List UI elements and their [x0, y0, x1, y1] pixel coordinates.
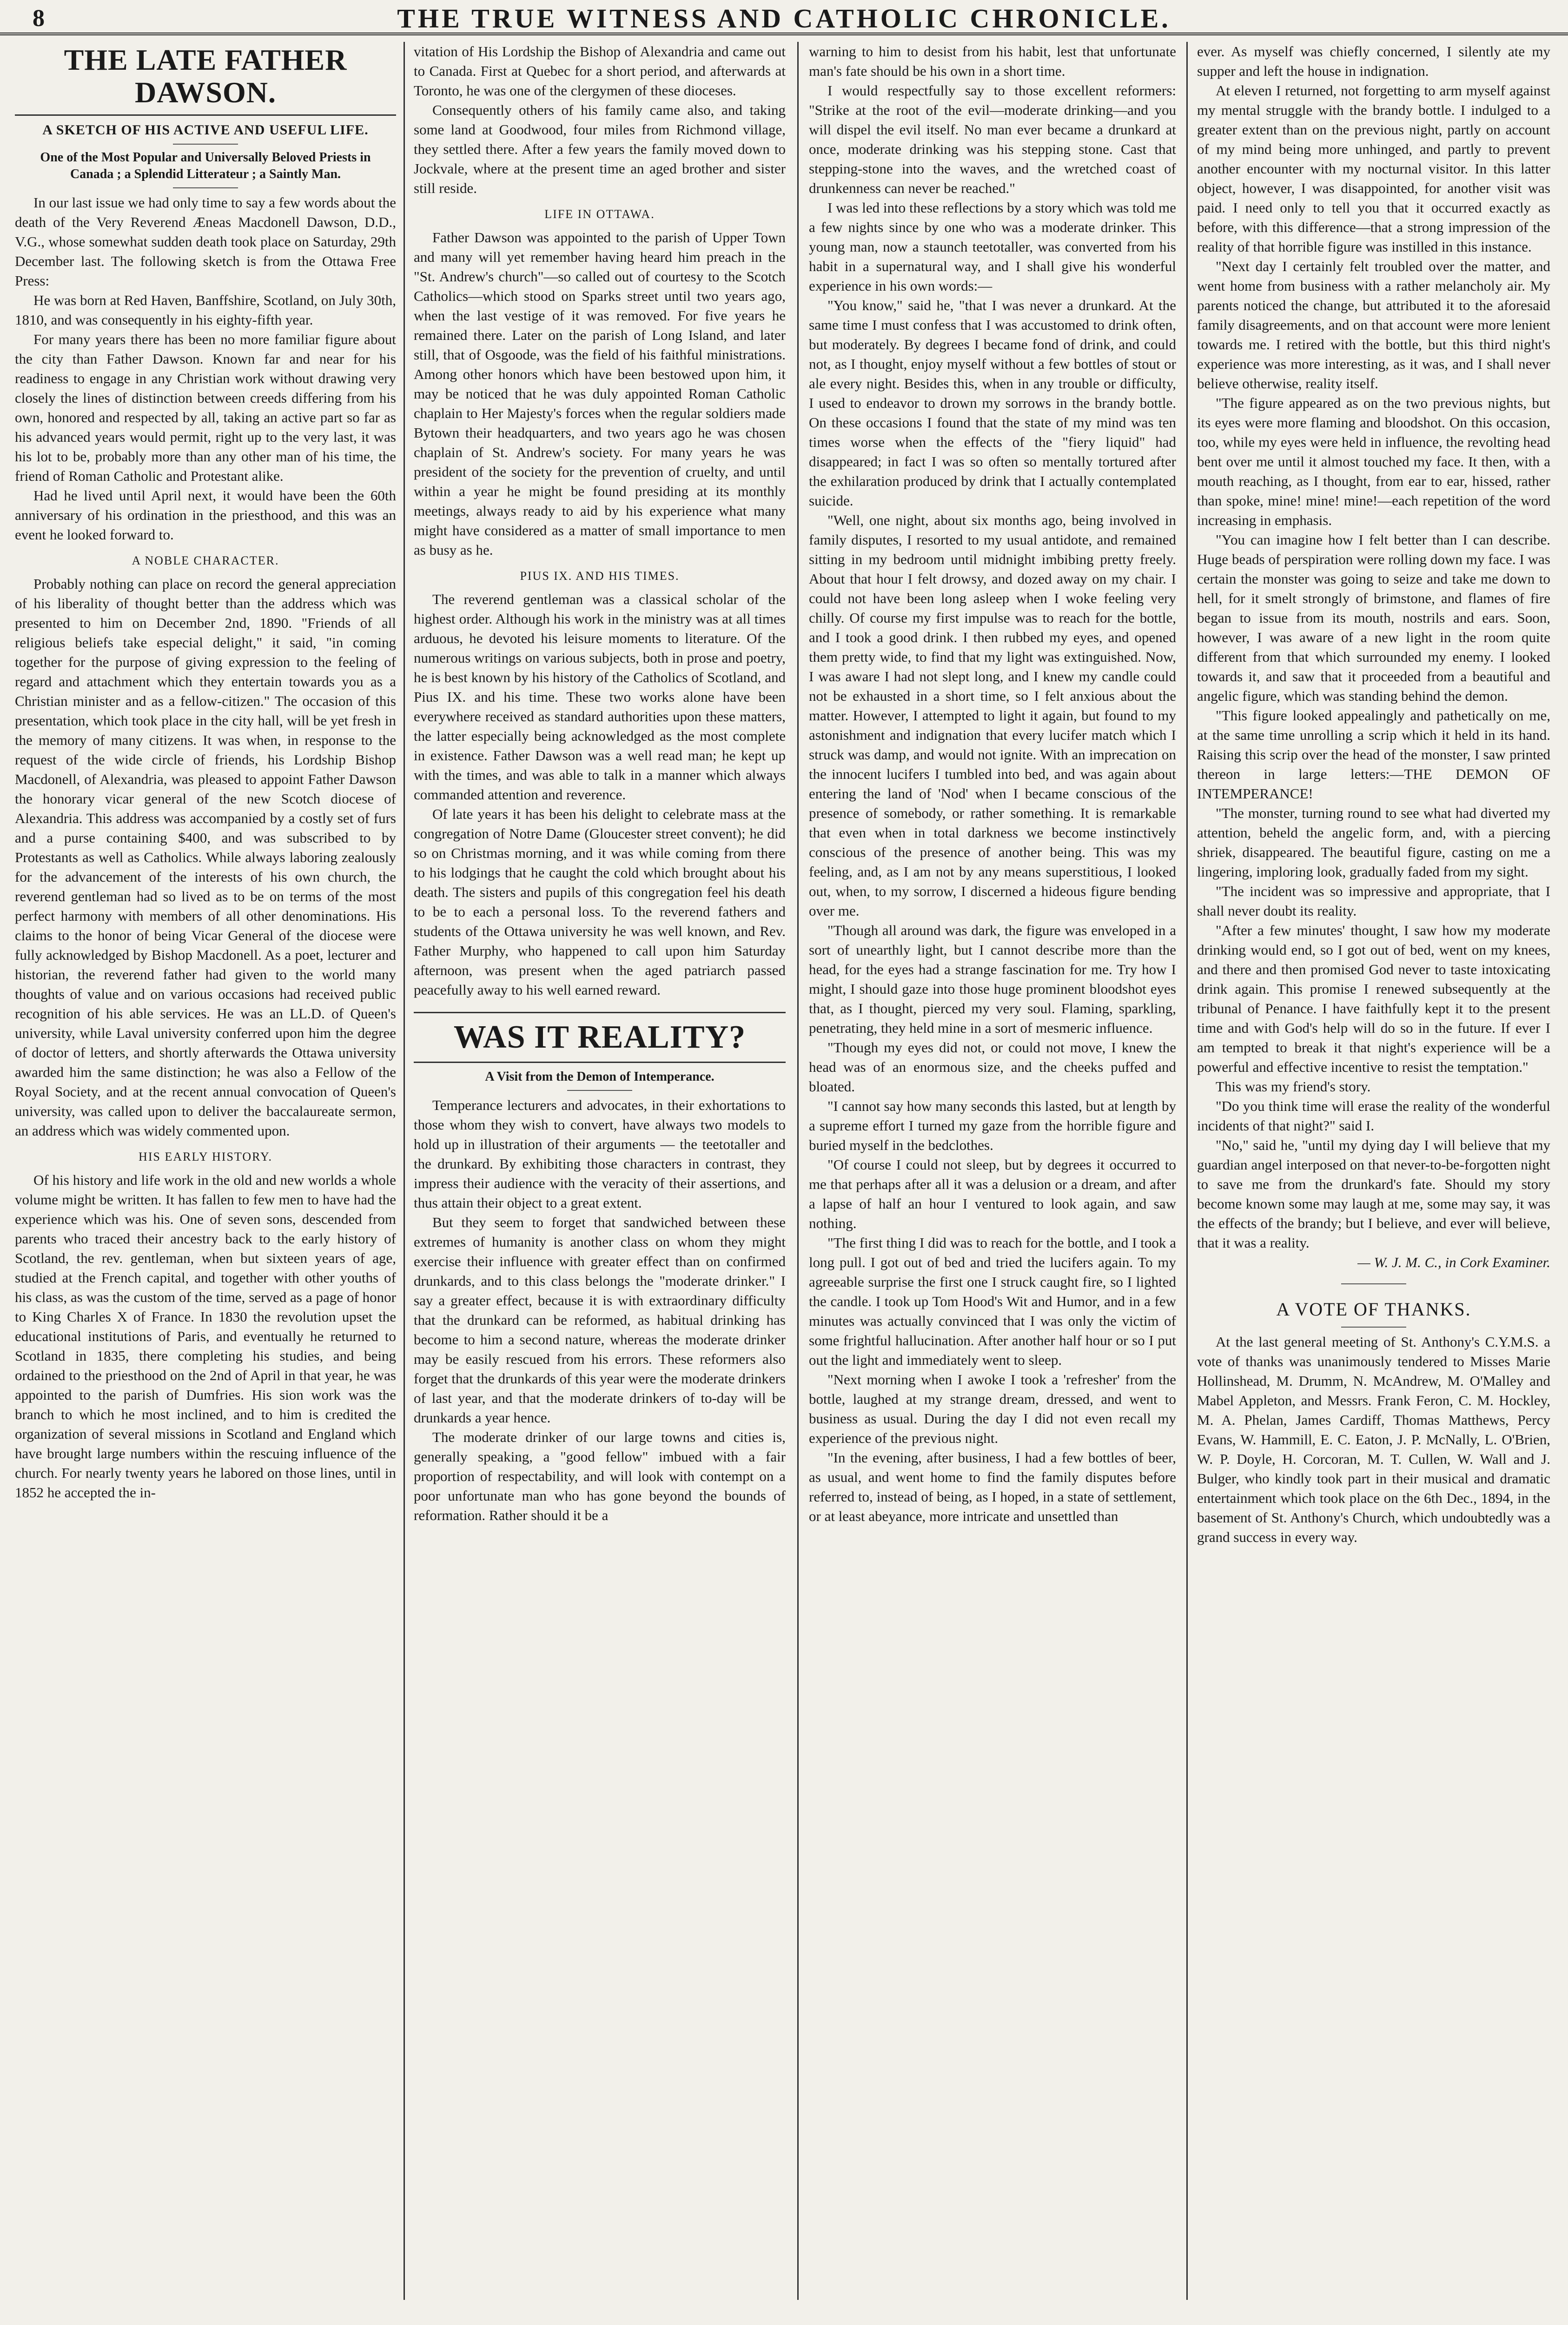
divider	[1341, 1283, 1406, 1284]
section-heading: HIS EARLY HISTORY.	[139, 1150, 272, 1163]
paragraph: I would respectfully say to those excellent reformers: "Strike at the root of the evil—moderate drinking—and you will dispel the evil itself. No man ever became a drunkard at once, moderate drinking was his stepping stone. Cast that stepping-stone into the waves, and the wretched coast of drunkenness can never be reached."	[809, 82, 1176, 196]
paragraph: But they seem to forget that sandwiched between these extremes of humanity is another class on whom they might exercise their influence with greater effect than on confirmed drunkards, and to this class belongs the "moderate drinker." I say a greater effect, because it is with extraordinary difficulty that the drunkard can be reformed, as habitual drinking has become to him a second nature, whereas the moderate drinker may be easily rescued from his errors. These reformers also forget that the drunkards of this year were the moderate drinkers of last year, and that the moderate drinkers of to-day will be drunkards a year hence.	[414, 1214, 786, 1426]
article-headline: A VOTE OF THANKS.	[1276, 1299, 1471, 1320]
paragraph: "Of course I could not sleep, but by degrees it occurred to me that perhaps after all it was a delusion or a dream, and after a lapse of half an hour I ventured to look again, and saw nothing.	[809, 1156, 1176, 1231]
paragraph: For many years there has been no more familiar figure about the city than Father Dawson. Known far and near for his readiness to engage in any Christian work without drawing very closely the lines of distinction between creeds differing from his own, honored and respected by all, taking an active part so far as his advanced years would permit, right up to the very last, it was his lot to be, probably more than any other man of his time, the friend of Roman Catholic and Protestant alike.	[15, 331, 396, 484]
paragraph: Father Dawson was appointed to the parish of Upper Town and many will yet remember having heard him preach in the "St. Andrew's church"—so called out of courtesy to the Scotch Catholics—which stood on Sparks street until two years ago, when the last vestige of it was removed. For five years he remained there. Later on the parish of Long Island, and later still, that of Osgoode, was the field of his faithful ministrations. Among other honors which have been bestowed upon him, it may be noticed that he was duly appointed Roman Catholic chaplain to Her Majesty's forces when the regular soldiers made Bytown their headquarters, and two years ago he was chosen chaplain of St. Andrew's society. For many years he was president of the society for the prevention of cruelty, and until within a year he might be found presiding at its monthly meetings, always ready to aid by his experience what many might have considered as a matter of small importance to men as busy as he.	[414, 229, 786, 558]
paragraph: He was born at Red Haven, Banffshire, Scotland, on July 30th, 1810, and was consequently in his eighty-fifth year.	[15, 292, 396, 328]
paragraph: At eleven I returned, not forgetting to arm myself against my mental struggle with the brandy bottle. I indulged to a greater extent than on the previous night, partly on account of my mind being more unhinged, and partly to prevent another encounter with my nocturnal visitor. In this latter object, however, I was disappointed, for another visit was paid. I need only to tell you that it occurred exactly as before, with this difference—that a strong impression of the reality of that horrible figure was instilled in this instance.	[1197, 82, 1550, 255]
paragraph: "The figure appeared as on the two previous nights, but its eyes were more flaming and bloodshot. On this occasion, too, while my eyes were held in influence, the revolting head bent over me until it almost touched my face. It then, with a mouth reaching, as I thought, from ear to ear, hissed, rather than spoke, mine! mine! mine!—each repetition of the word increasing in emphasis.	[1197, 395, 1550, 528]
article-subdeck: One of the Most Popular and Universally Beloved Priests in Canada ; a Splendid Litterateur ; a Saintly Man.	[40, 150, 371, 181]
paragraph: Probably nothing can place on record the general appreciation of his liberality of thought better than the address which was presented to him on December 2nd, 1890. "Friends of all religious beliefs take especial delight," it said, "in coming together for the purpose of giving expression to the feeling of regard and attachment which they entertain towards you as a Christian minister and as a fellow-citizen." The occasion of this presentation, which took place in the city hall, will be yet fresh in the memory of many citizens. It was when, in response to the request of the wide circle of friends, his Lordship Bishop Macdonell, of Alexandria, was pleased to appoint Father Dawson the honorary vicar general of the new Scotch diocese of Alexandria. This address was accompanied by a costly set of furs and a purse containing $400, and was subscribed to by Protestants as well as Catholics. While always laboring zealously for the advancement of the interests of his own church, the reverend gentleman had so lived as to be on terms of the most perfect harmony with members of all other denominations. His claims to the honor of being Vicar General of the diocese were fully acknowledged by Bishop Macdonell. As a poet, lecturer and historian, the reverend father had given to the world many thoughts of value and on various occasions had received public recognition of his able services. He was an LL.D. of Queen's university, while Laval university conferred upon him the degree of doctor of letters, and shortly afterwards the Ottawa university awarded him the same distinction; he was also a Fellow of the Royal Society, and at the recent annual convocation of Queen's university, was called upon to deliver the baccalaureate sermon, an address which was widely commented upon.	[15, 576, 396, 1139]
paragraph: ever. As myself was chiefly concerned, I silently ate my supper and left the house in indignation.	[1197, 43, 1550, 79]
paragraph: "Well, one night, about six months ago, being involved in family disputes, I resorted to my usual antidote, and remained sitting in my bedroom until midnight imbibing pretty freely. About that hour I felt drowsy, and dozed away on my chair. I could not have been long asleep when I woke feeling very chilly. Of course my first impulse was to reach for the bottle, and I took a good drink. I then rubbed my eyes, and opened them pretty wide, to find that my light was extinguished. Now, I was aware I had not slept long, and I knew my candle could not be exhausted in a short time, so I felt anxious about the matter. However, I attempted to light it again, but found to my astonishment and indignation that every lucifer match which I struck was damp, and would not ignite. With an imprecation on the innocent lucifers I tumbled into bed, and was again about entering the land of 'Nod' when I became conscious of the presence of somebody, or rather something. It is remarkable that even when in total darkness we become instinctively conscious of the presence of another being. This was my feeling, and, as I am not by any means superstitious, I looked out, when, to my sorrow, I discerned a hideous figure bending over me.	[809, 512, 1176, 919]
paragraph: The reverend gentleman was a classical scholar of the highest order. Although his work in the ministry was at all times arduous, he devoted his leisure moments to literature. Of the numerous writings on various subjects, both in prose and poetry, he is best known by his history of the Catholics of Scotland, and Pius IX. and his time. These two works alone have been everywhere received as standard authorities upon these matters, the latter especially being acknowledged as the most complete in existence. Father Dawson was a well read man; he kept up with the times, and was able to talk in a manner which always commanded attention and reverence.	[414, 591, 786, 803]
paragraph: "This figure looked appealingly and pathetically on me, at the same time unrolling a scrip which it held in its hand. Raising this scrip over the head of the monster, I saw printed thereon in large letters:—THE DEMON OF INTEMPERANCE!	[1197, 707, 1550, 802]
paragraph: Of his history and life work in the old and new worlds a whole volume might be written. It has fallen to few men to have had the experience which was his. One of seven sons, descended from parents who traced their ancestry back to the early history of Scotland, the rev. gentleman, when but sixteen years of age, studied at the French capital, and together with other youths of his class, as was the custom of the time, served as a page of honor to King Charles X of France. In 1830 the revolution upset the educational institutions of Paris, and eventually he returned to Scotland in 1835, there completing his studies, and being ordained to the priesthood on the 2nd of April in that year, he was appointed to the parish of Dumfries. His sion work was the branch to which he most inclined, and to him is credited the organization of several missions in Scotland and England which have brought large numbers within the rescuing influence of the church. For nearly twenty years he labored on those lines, until in 1852 he accepted the in-	[15, 1172, 396, 1501]
column-2	[414, 42, 786, 2300]
paragraph: In our last issue we had only time to say a few words about the death of the Very Reverend Æneas Macdonell Dawson, D.D., V.G., whose somewhat sudden death took place on Saturday, 29th December last. The following sketch is from the Ottawa Free Press:	[15, 194, 396, 289]
paragraph: vitation of His Lordship the Bishop of Alexandria and came out to Canada. First at Quebec for a short period, and afterwards at Toronto, he was one of the clergymen of these dioceses.	[414, 43, 786, 99]
paragraph: The moderate drinker of our large towns and cities is, generally speaking, a "good fellow" imbued with a fair proportion of respectability, and will look with contempt on a poor unfortunate man who has gone beyond the bounds of reformation. Rather should it be a	[414, 1429, 786, 1523]
paragraph: "The first thing I did was to reach for the bottle, and I took a long pull. I got out of bed and tried the lucifers again. To my agreeable surprise the first one I struck caught fire, so I lighted the candle. I took up Tom Hood's Wit and Humor, and in a few minutes was actually convinced that I was only the victim of some frightful hallucination. After another half hour or so I put out the light and immediately went to sleep.	[809, 1235, 1176, 1368]
column-3	[809, 42, 1176, 2300]
paragraph: warning to him to desist from his habit, lest that unfortunate man's fate should be his own in a short time.	[809, 43, 1176, 79]
paragraph: "You can imagine how I felt better than I can describe. Huge beads of perspiration were rolling down my face. I was certain the monster was going to seize and take me down to hell, for it smelt strongly of brimstone, and flames of fire began to issue from its mouth, nostrils and ears. Soon, however, I was aware of a new light in the room quite different from that which surrounded my enemy. I looked towards it, and saw that it proceeded from a beautiful and angelic figure, which was standing behind the demon.	[1197, 531, 1550, 704]
article-headline: WAS IT REALITY?	[453, 1019, 746, 1055]
paragraph: "Next morning when I awoke I took a 'refresher' from the bottle, laughed at my strange dream, dressed, and went to business as usual. During the day I did not even recall my experience of the previous night.	[809, 1371, 1176, 1446]
paragraph: "You know," said he, "that I was never a drunkard. At the same time I must confess that I was accustomed to drink often, but moderately. By degrees I became fond of drink, and could not, as I thought, enjoy myself without a few bottles of stout or ale every night. Besides this, when in any trouble or difficulty, I used to endeavor to drown my sorrows in the brandy bottle. On these occasions I found that the state of my mind was ten times worse when the effects of the "fiery liquid" had disappeared; in fact I was so often so mentally tortured after the exhilaration produced by drink that I actually contemplated suicide.	[809, 297, 1176, 509]
paragraph: "In the evening, after business, I had a few bottles of beer, as usual, and went home to find the family disputes before referred to, instead of being, as I hoped, in a state of settlement, or at least abeyance, more intricate and unsettled than	[809, 1449, 1176, 1524]
article-subdeck: A Visit from the Demon of Intemperance.	[485, 1070, 715, 1084]
page-number: 8	[33, 5, 45, 32]
divider	[414, 1062, 786, 1063]
paragraph: "Do you think time will erase the reality of the wonderful incidents of that night?" said I.	[1197, 1098, 1550, 1134]
paragraph: "The incident was so impressive and appropriate, that I shall never doubt its reality.	[1197, 883, 1550, 919]
paragraph: "Though my eyes did not, or could not move, I knew the head was of an enormous size, and the cheeks puffed and bloated.	[809, 1039, 1176, 1095]
column-1	[15, 42, 396, 2300]
paragraph: I was led into these reflections by a story which was told me a few nights since by one who was a moderate drinker. This young man, now a staunch teetotaller, was converted from his habit in a supernatural way, and I shall give his wonderful experience in his own words:—	[809, 199, 1176, 294]
article-headline: THE LATE FATHER DAWSON.	[64, 43, 347, 109]
section-heading: A NOBLE CHARACTER.	[132, 554, 279, 567]
paragraph: "Though all around was dark, the figure was enveloped in a sort of unearthly light, but I cannot describe more than the head, for the eyes had a strange fascination for me. Try how I might, I should gaze into those huge prominent bloodshot eyes that, as I thought, pierced my very soul. Flaming, sparkling, penetrating, they held mine in a sort of mesmeric influence.	[809, 922, 1176, 1036]
divider	[15, 114, 396, 116]
paragraph: "No," said he, "until my dying day I will believe that my guardian angel interposed on that never-to-be-forgotten night to save me from the drunkard's fate. Should my story become known some may laugh at me, some may say, it was the effects of the brandy; but I believe, and ever will believe, that it was a reality.	[1197, 1137, 1550, 1251]
paragraph: "I cannot say how many seconds this lasted, but at length by a supreme effort I turned my gaze from the horrible figure and buried myself in the bedclothes.	[809, 1098, 1176, 1153]
masthead	[0, 0, 1568, 35]
divider	[173, 187, 238, 188]
paragraph: Had he lived until April next, it would have been the 60th anniversary of his ordination in the priesthood, and this was an event he looked forward to.	[15, 487, 396, 543]
paragraph: This was my friend's story.	[1216, 1078, 1371, 1095]
paragraph: Temperance lecturers and advocates, in their exhortations to those whom they wish to convert, have always two models to hold up in illustration of their arguments — the teetotaller and the drunkard. By exhibiting those characters in contrast, they impress their audience with the veracity of their assertions, and thus attain their object to a great extent.	[414, 1097, 786, 1211]
divider	[173, 144, 238, 145]
column-rule	[404, 42, 405, 2300]
paragraph: Of late years it has been his delight to celebrate mass at the congregation of Notre Dame (Gloucester street convent); he did so on Christmas morning, and it was while coming from there to his lodgings that he caught the cold which brought about his death. The sisters and pupils of this congregation feel his death to be to each a personal loss. To the reverend fathers and students of the Ottawa university he was well known, and Rev. Father Murphy, who happened to call upon him Saturday afternoon, was present when the aged patriarch passed peacefully away to his well earned reward.	[414, 806, 786, 998]
paragraph: "The monster, turning round to see what had diverted my attention, beheld the angelic form, and, with a piercing shriek, disappeared. The beautiful figure, casting on me a lingering, imploring look, gradually faded from my sight.	[1197, 805, 1550, 880]
paragraph: Consequently others of his family came also, and taking some land at Goodwood, four miles from Richmond village, they settled there. After a few years the family moved down to Jockvale, where at the present time an aged brother and sister still reside.	[414, 102, 786, 196]
divider	[1341, 1327, 1406, 1328]
column-4	[1197, 42, 1550, 2300]
divider	[414, 1012, 786, 1013]
paragraph: At the last general meeting of St. Anthony's C.Y.M.S. a vote of thanks was unanimously tendered to Misses Marie Hollinshead, M. Drumm, N. McAndrew, M. O'Malley and Mabel Appleton, and Messrs. Frank Feron, C. M. Hockley, M. A. Phelan, James Cardiff, Thomas Matthews, Percy Evans, W. Hammill, E. C. Eaton, J. P. McNally, L. O'Brien, W. P. Doyle, H. Corcoran, M. T. Cullen, W. Wall and J. Bulger, who kindly took part in their musical and dramatic entertainment which took place on the 6th Dec., 1894, in the basement of St. Anthony's Church, which undoubtedly was a grand success in every way.	[1197, 1334, 1550, 1545]
section-heading: LIFE IN OTTAWA.	[544, 207, 655, 221]
divider	[567, 1090, 632, 1091]
article-deck: A SKETCH OF HIS ACTIVE AND USEFUL LIFE.	[42, 122, 369, 138]
paragraph: "Next day I certainly felt troubled over the matter, and went home from business with a rather melancholy air. My parents noticed the change, but attributed it to the aforesaid family disagreements, and on that account were more lenient towards me. I retired with the bottle, but this third night's experience was more interesting, as it was, and I shall never believe otherwise, reality itself.	[1197, 258, 1550, 392]
paragraph: "After a few minutes' thought, I saw how my moderate drinking would end, so I got out of bed, went on my knees, and there and then promised God never to taste intoxicating drink again. This promise I renewed subsequently at the tribunal of Penance. I have faithfully kept it to the present time and with God's help will do so in the future. If ever I am tempted to break it that night's experience will be a powerful and effective incentive to resist the temptation."	[1197, 922, 1550, 1075]
column-rule	[1186, 42, 1188, 2300]
column-rule	[797, 42, 799, 2300]
section-heading: PIUS IX. AND HIS TIMES.	[520, 569, 680, 583]
newspaper-title: THE TRUE WITNESS AND CATHOLIC CHRONICLE.	[397, 3, 1171, 33]
article-signature: — W. J. M. C., in Cork Examiner.	[1357, 1254, 1550, 1270]
